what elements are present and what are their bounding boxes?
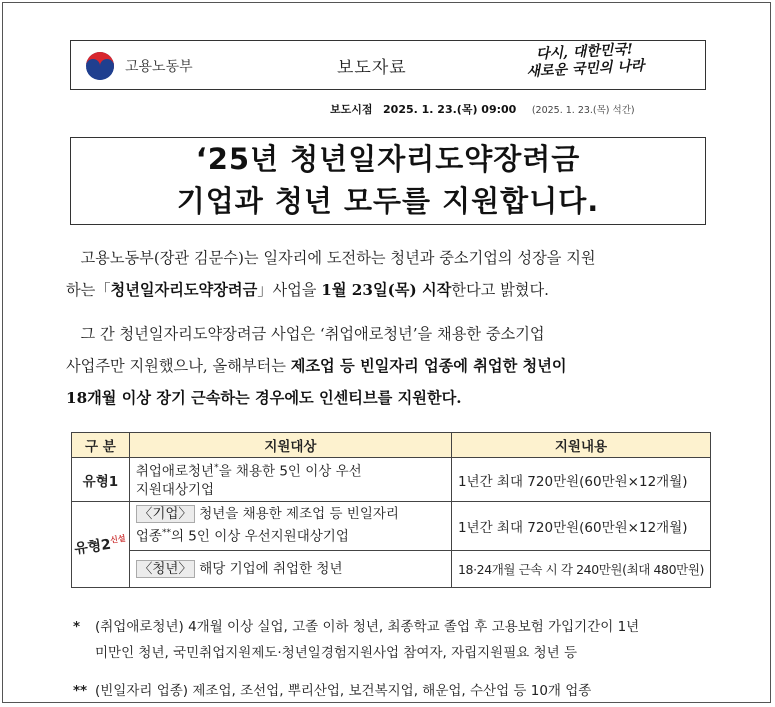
type1-content: 1년간 최대 720만원(60만원×12개월)	[451, 458, 710, 502]
p1-bold1: 청년일자리도약장려금	[110, 281, 258, 299]
doc-type: 보도자료	[337, 58, 407, 78]
youth-text: 해당 기업에 취업한 청년	[194, 560, 343, 577]
type2-new-tag: 신설	[109, 533, 127, 545]
type2-name	[72, 502, 130, 588]
slogan-line2: 새로운 국민의 나라	[526, 57, 645, 81]
type1-target-a: 취업애로청년	[135, 463, 215, 480]
p1-bold2: 1월 23일(목) 시작	[321, 281, 452, 299]
type1-target	[129, 458, 451, 502]
corp-text-c: 의 5인 이상 우선지원대상기업	[170, 528, 349, 545]
table-row	[72, 458, 711, 502]
p1-text4: 한다고 밝혔다.	[451, 281, 549, 299]
corp-tag: 〈기업〉	[136, 505, 195, 523]
slogan	[525, 41, 645, 81]
slogan-line1: 다시, 대한민국!	[535, 41, 634, 63]
ministry-logo-icon	[85, 51, 115, 81]
headline-line1: ‘25년 청년일자리도약장려금	[195, 142, 581, 176]
type1-target-b: 을 채용한 5인 이상 우선	[218, 463, 362, 480]
footnote-2	[73, 678, 591, 704]
p1-text1: 고용노동부(장관 김문수)는 일자리에 도전하는 청년과 중소기업의 성장을 지원	[80, 249, 596, 267]
type2-youth-target	[129, 551, 451, 588]
footnote-1-line1: (취업애로청년) 4개월 이상 실업, 고졸 이하 청년, 최종학교 졸업 후 고용보험 가입기간이 1년	[95, 619, 640, 635]
release-label: 보도시점	[330, 103, 373, 116]
press-header	[70, 40, 706, 90]
headline-box	[70, 137, 706, 225]
p2-bold2: 18개월 이상 장기 근속하는 경우에도 인센티브를 지원한다.	[66, 389, 462, 407]
footnote-2-mark: **	[73, 683, 88, 699]
footnote-1-mark: *	[73, 619, 81, 635]
p1-text3: 」사업을	[257, 281, 322, 299]
p2-bold1: 제조업 등 빈일자리 업종에 취업한 청년이	[290, 357, 567, 375]
type2-corp-target	[129, 502, 451, 551]
footnote-1	[73, 614, 639, 666]
p2-text2: 사업주만 지원했으나, 올해부터는	[66, 357, 291, 375]
ministry-name: 고용노동부	[125, 59, 193, 75]
release-datetime: 2025. 1. 23.(목) 09:00	[383, 103, 517, 116]
table-row	[72, 502, 711, 551]
table-row	[72, 551, 711, 588]
p2-text1: 그 간 청년일자리도약장려금 사업은 ‘취업애로청년’을 채용한 중소기업	[80, 325, 545, 343]
p1-text2: 하는「	[66, 281, 111, 299]
footnote-mark-2: **	[161, 528, 171, 539]
type2-youth-content: 18·24개월 근속 시 각 240만원(최대 480만원)	[451, 551, 710, 588]
type2-label: 유형2	[73, 536, 113, 558]
footnote-mark-1: *	[214, 462, 219, 473]
youth-tag: 〈청년〉	[136, 560, 195, 578]
footnote-1-line2: 미만인 청년, 국민취업지원제도·청년일경험지원사업 참여자, 자립지원필요 청년 등	[95, 645, 578, 661]
corp-text-b: 업종	[135, 528, 162, 545]
type2-corp-content: 1년간 최대 720만원(60만원×12개월)	[451, 502, 710, 551]
paragraph-1	[66, 242, 714, 306]
support-table	[71, 432, 711, 588]
release-evening: (2025. 1. 23.(목) 석간)	[531, 105, 635, 116]
header-target: 지원대상	[129, 433, 451, 458]
header-content: 지원내용	[451, 433, 710, 458]
corp-text-a: 청년을 채용한 제조업 등 빈일자리	[194, 506, 399, 523]
headline-line2: 기업과 청년 모두를 지원합니다.	[176, 184, 600, 218]
release-time	[330, 101, 635, 117]
type1-name: 유형1	[72, 458, 130, 502]
type1-target-c: 지원대상기업	[135, 482, 215, 499]
header-category: 구 분	[72, 433, 130, 458]
table-header-row	[72, 433, 711, 458]
paragraph-2	[66, 318, 714, 414]
footnote-2-text: (빈일자리 업종) 제조업, 조선업, 뿌리산업, 보건복지업, 해운업, 수산업 등 10개 업종	[95, 683, 592, 699]
